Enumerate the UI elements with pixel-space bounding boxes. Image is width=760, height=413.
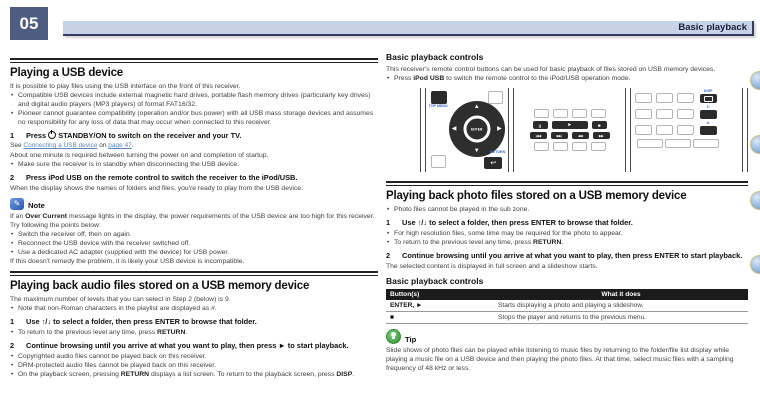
bullet-list [386, 229, 748, 247]
intro-paragraph: It is possible to play files using the USB interface on the front of this receiver. [10, 83, 241, 90]
bullet-list [10, 304, 378, 313]
up-arrow-icon: ▲ [473, 104, 480, 111]
remote-panel-transport [514, 88, 625, 172]
list-item: • Compatible USB devices include external magnetic hard drives, portable flash memory drives (particularly key drives) and digital audio players (MP3 players) of format FAT16/32. [10, 91, 378, 109]
note-label: Note [28, 200, 45, 210]
blank-button [431, 155, 446, 168]
shuffle-button [700, 126, 717, 135]
remote-panel-number-pad [631, 88, 742, 172]
chapter-number: 05 [10, 7, 48, 40]
section-rule [386, 181, 748, 186]
down-arrow-icon: ▼ [473, 148, 480, 155]
return-button [484, 157, 502, 169]
standby-icon [48, 131, 56, 139]
blank-button [572, 109, 587, 118]
table-header-what-it-does: What it does [494, 289, 748, 300]
right-column [386, 52, 748, 373]
list-item: • Press iPod USB to switch the remote control to the iPod/USB operation mode. [386, 74, 748, 83]
blank-button [553, 109, 568, 118]
bullet-list [10, 328, 378, 337]
return-label: RETURN [490, 150, 506, 155]
step-1: 1 Press STANDBY/ON to switch on the receiver and your TV. [10, 131, 242, 141]
section-title-photo-files: Playing back photo files stored on a USB memory device [386, 190, 687, 203]
list-item: • Switch the receiver off, then on again. [10, 230, 378, 239]
blank-button [637, 139, 663, 148]
disp-label: DISP [703, 89, 713, 94]
next-button: ▶▶| [551, 132, 568, 139]
page-nav-button[interactable] [750, 135, 760, 154]
bullet-list [386, 74, 748, 83]
list-item: • To return to the previous level any time, press RETURN. [386, 238, 748, 247]
blank-button [553, 142, 568, 151]
blank-button [534, 109, 549, 118]
blank-button [534, 142, 549, 151]
bullet-list [10, 160, 378, 169]
bullet-list [10, 91, 378, 127]
blank-button [677, 93, 694, 103]
section-rule [10, 271, 378, 276]
remote-control-figure [420, 88, 748, 172]
blank-button [677, 125, 694, 135]
paragraph: About one minute is required between turning the power on and completion of startup. [10, 151, 269, 159]
return-icon: ↩ [490, 159, 497, 167]
blank-button [635, 109, 652, 119]
tip-label: Tip [405, 334, 417, 344]
rewind-button: ◀◀ [572, 132, 589, 139]
dpad [449, 101, 505, 157]
shuffle-icon: ⇄ [706, 121, 710, 126]
list-item: • Reconnect the USB device with the receiver switched off. [10, 239, 378, 248]
note-icon: ✎ [10, 198, 24, 210]
left-column [10, 58, 378, 379]
section-label: Basic playback [678, 22, 747, 33]
tip-icon [386, 329, 401, 344]
blank-button [656, 125, 673, 135]
step-1: 1 Use ↑/↓ to select a folder, then press ENTER to browse that folder. [10, 317, 257, 327]
disp-button [700, 94, 717, 103]
list-item: • Make sure the receiver is in standby when disconnecting the USB device. [10, 160, 378, 169]
play-button: ► [552, 121, 588, 129]
step-2: 2 Continue browsing until you arrive at what you want to play, then press ENTER to start playback. [386, 251, 743, 261]
fast-forward-button: ▶▶ [593, 132, 610, 139]
section-title-usb-device: Playing a USB device [10, 67, 123, 79]
blank-button [677, 109, 694, 119]
list-item: • For high resolution files, some time may be required for the photo to appear. [386, 229, 748, 238]
step-2: 2 Continue browsing until you arrive at what you want to play, then press ► to start playback. [10, 341, 349, 351]
see-reference: See Connecting a USB device on page 47. [10, 142, 134, 150]
note-closing: If this doesn't remedy the problem, it is likely your USB device is incompatible. [10, 258, 245, 266]
header-bar [63, 21, 754, 36]
subsection-title-controls: Basic playback controls [386, 52, 484, 62]
repeat-button [700, 110, 717, 119]
section-rule [10, 58, 378, 63]
blank-button [591, 142, 606, 151]
display-icon [704, 96, 713, 102]
subsection-title-table: Basic playback controls [386, 275, 484, 286]
list-item: • DRM-protected audio files cannot be played back on this receiver. [10, 361, 378, 370]
blank-button [635, 125, 652, 135]
pause-button: || [533, 121, 548, 129]
stop-button: ■ [592, 121, 607, 129]
list-item: • On the playback screen, pressing RETURN displays a list screen. To return to the playback screen, press DISP. [10, 370, 378, 379]
paragraph: The selected content is displayed in full screen and a slideshow starts. [386, 262, 598, 270]
figure-divider [742, 88, 748, 172]
right-arrow-icon: ▶ [497, 126, 502, 133]
blank-button [572, 142, 587, 151]
table-row: ENTER, ► Starts displaying a photo and playing a slideshow. [386, 300, 748, 312]
bullet-list [386, 205, 748, 214]
page-nav-button[interactable] [750, 71, 760, 90]
blank-button [488, 91, 503, 104]
remote-panel-dpad [426, 88, 509, 172]
blank-button [656, 93, 673, 103]
blank-button [591, 109, 606, 118]
left-arrow-icon: ◀ [451, 126, 457, 133]
paragraph: This receiver's remote control buttons can be used for basic playback of files stored on USB memory devices. [386, 66, 716, 73]
note-paragraph: If an Over Current message lights in the display, the power requirements of the USB device are too high for this receiver. Try following the points below: [10, 212, 375, 229]
repeat-icon: ↻ [706, 105, 710, 110]
tip-paragraph: Slide shows of photo files can be played while listening to music files by returning to the folder/file list display while playing a music file on a USB device and then playing the photo files. At that time, select music files with a sampling frequency of 48 kHz or less. [386, 346, 734, 372]
list-item: • Use a dedicated AC adapter (supplied with the device) for USB power. [10, 248, 378, 257]
table-row: ■ Stops the player and returns to the previous menu. [386, 311, 748, 323]
cross-reference-link[interactable]: page 47 [108, 142, 132, 150]
blank-button [656, 109, 673, 119]
step-2: 2 Press iPod USB on the remote control to switch the receiver to the iPod/USB. [10, 172, 298, 182]
page-nav-button[interactable] [750, 191, 760, 210]
cross-reference-link[interactable]: Connecting a USB device [23, 142, 98, 150]
note-bullet-list [10, 230, 378, 257]
list-item: • Photo files cannot be played in the sub zone. [386, 205, 748, 214]
blank-button [693, 139, 719, 148]
step-1: 1 Use ↑/↓ to select a folder, then press ENTER to browse that folder. [386, 218, 633, 228]
blank-button [665, 139, 691, 148]
list-item: • Copyrighted audio files cannot be played back on this receiver. [10, 352, 378, 361]
playback-controls-table [386, 289, 748, 324]
top-menu-label: TOP MENU [428, 104, 448, 109]
section-title-audio-files: Playing back audio files stored on a USB memory device [10, 280, 310, 293]
list-item: • Pioneer cannot guarantee compatibility (operation and/or bus power) with all USB mass storage devices and assumes no responsibility for any loss of data that may occur when connected to this receiver. [10, 109, 378, 127]
top-menu-button [431, 91, 447, 104]
table-header-buttons: Button(s) [386, 289, 494, 300]
previous-button: |◀◀ [530, 132, 547, 139]
paragraph: When the display shows the names of folders and files, you're ready to play from the USB device. [10, 184, 303, 192]
list-item: • Note that non-Roman characters in the playlist are displayed as #. [10, 304, 378, 313]
blank-button [635, 93, 652, 103]
list-item: • To return to the previous level any time, press RETURN. [10, 328, 378, 337]
page-nav-button[interactable] [750, 255, 760, 274]
bullet-list [10, 352, 378, 379]
paragraph: The maximum number of levels that you can select in Step 2 (below) is 9. [10, 296, 231, 304]
enter-button: ENTER [463, 116, 490, 143]
